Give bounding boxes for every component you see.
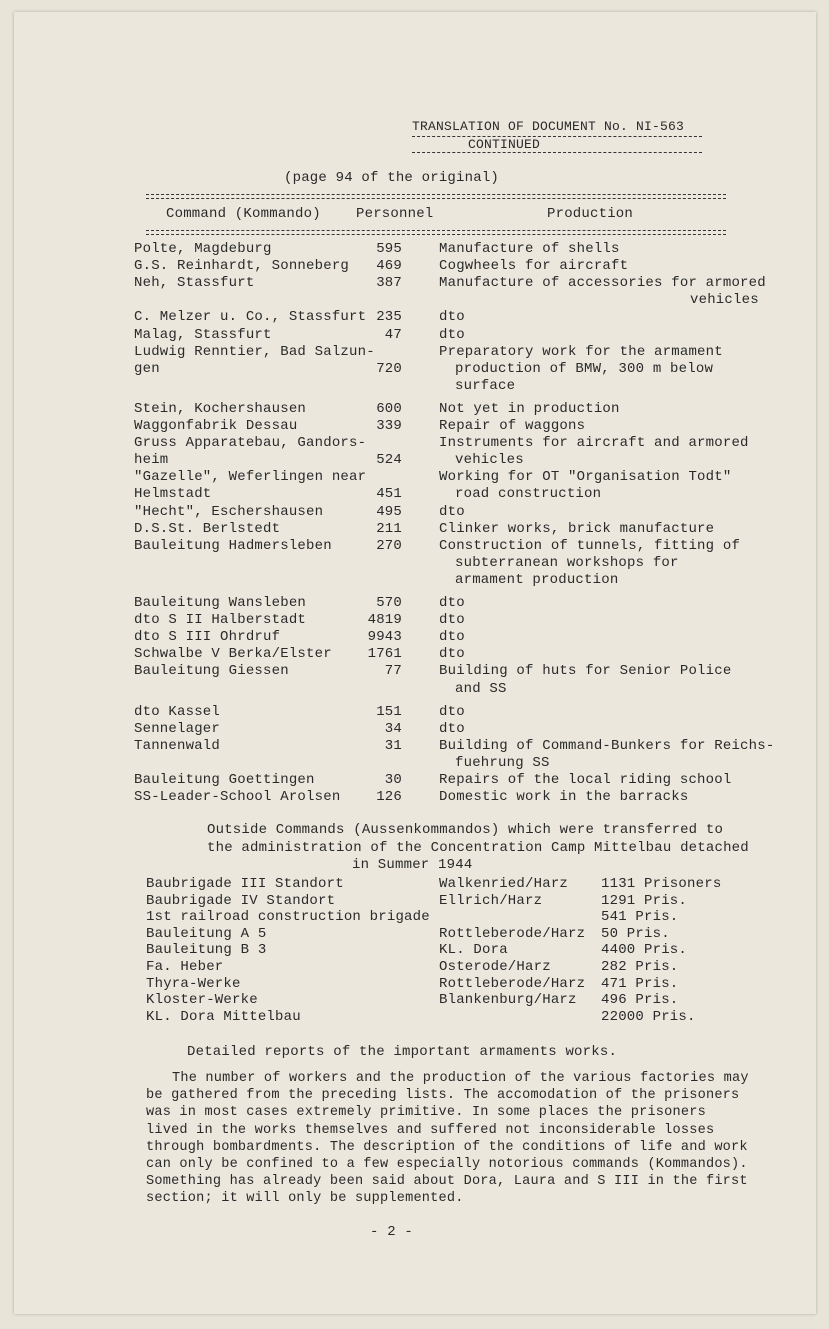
table-rule-header xyxy=(146,230,726,231)
outside-command-prisoners: 1291 Pris. xyxy=(601,892,688,909)
page-reference: (page 94 of the original) xyxy=(284,170,500,186)
outside-command-name: Baubrigade III Standort xyxy=(146,876,344,892)
table-cell-command: dto Kassel xyxy=(134,703,221,720)
table-cell-command: dto S III Ohrdruf xyxy=(134,629,281,646)
column-header-personnel: Personnel xyxy=(356,206,434,222)
table-cell-command: Helmstadt xyxy=(134,486,212,503)
subtitle-underline xyxy=(412,152,702,153)
detail-paragraph-line: can only be confined to a few especially notorious commands (Kommandos). xyxy=(146,1157,748,1172)
table-cell-command: SS-Leader-School Arolsen xyxy=(134,789,341,806)
table-cell-production: Working for OT "Organisation Todt" xyxy=(439,469,732,486)
table-cell-command: Ludwig Renntier, Bad Salzun- xyxy=(134,343,375,360)
outside-command-prisoners: 4400 Pris. xyxy=(601,942,688,959)
table-cell-command: Bauleitung Goettingen xyxy=(134,772,315,788)
outside-command-name: KL. Dora Mittelbau xyxy=(146,1008,301,1025)
table-cell-production: Manufacture of shells xyxy=(439,241,620,257)
outside-commands-heading: Outside Commands (Aussenkommandos) which were transferred to xyxy=(207,822,724,838)
table-cell-command: dto S II Halberstadt xyxy=(134,612,307,629)
table-cell-personnel: 1761 xyxy=(367,646,402,663)
table-cell-production: production of BMW, 300 m below xyxy=(455,360,714,377)
table-cell-production: Domestic work in the barracks xyxy=(439,789,689,806)
table-cell-production: vehicles xyxy=(690,292,759,309)
table-cell-production: dto xyxy=(439,503,465,520)
table-cell-production: dto xyxy=(439,703,465,720)
table-cell-production: Repairs of the local riding school xyxy=(439,772,732,788)
table-cell-production: Preparatory work for the armament xyxy=(439,343,723,360)
table-cell-command: Stein, Kochershausen xyxy=(134,400,307,417)
outside-command-name: Baubrigade IV Standort xyxy=(146,892,336,909)
table-cell-command: Tannenwald xyxy=(134,737,221,754)
table-cell-production: armament production xyxy=(455,571,619,588)
table-cell-production: vehicles xyxy=(455,452,524,469)
table-cell-command: G.S. Reinhardt, Sonneberg xyxy=(134,258,350,275)
outside-command-prisoners: 1131 Prisoners xyxy=(601,876,722,892)
table-cell-command: C. Melzer u. Co., Stassfurt xyxy=(134,309,367,326)
table-cell-production: dto xyxy=(439,646,465,663)
detail-paragraph-line: be gathered from the preceding lists. The accomodation of the prisoners xyxy=(146,1088,740,1104)
table-cell-command: Polte, Magdeburg xyxy=(134,241,272,257)
outside-command-name: Kloster-Werke xyxy=(146,992,258,1009)
table-cell-personnel: 47 xyxy=(384,326,402,343)
table-cell-personnel: 126 xyxy=(376,789,402,806)
table-cell-personnel: 524 xyxy=(376,452,402,469)
table-cell-command: D.S.St. Berlstedt xyxy=(134,520,281,537)
outside-command-prisoners: 541 Pris. xyxy=(601,909,679,926)
table-cell-command: gen xyxy=(134,360,160,377)
table-cell-production: Cogwheels for aircraft xyxy=(439,258,629,275)
outside-command-prisoners: 471 Pris. xyxy=(601,975,679,992)
table-cell-personnel: 595 xyxy=(376,241,402,257)
table-cell-production: Not yet in production xyxy=(439,400,620,417)
table-rule-top-2 xyxy=(146,198,726,199)
outside-command-place: Rottleberode/Harz xyxy=(439,975,586,992)
table-cell-command: Sennelager xyxy=(134,720,221,737)
table-cell-personnel: 151 xyxy=(376,703,402,720)
detail-paragraph-line: through bombardments. The description of the conditions of life and work xyxy=(146,1139,748,1155)
outside-command-name: Bauleitung A 5 xyxy=(146,925,267,942)
page-number: - 2 - xyxy=(370,1224,414,1240)
table-cell-production: road construction xyxy=(455,486,602,503)
outside-command-prisoners: 22000 Pris. xyxy=(601,1008,696,1025)
detail-paragraph-line: Something has already been said about Dora, Laura and S III in the first xyxy=(146,1174,748,1190)
table-cell-production: dto xyxy=(439,309,465,326)
table-cell-command: Bauleitung Wansleben xyxy=(134,595,307,611)
table-cell-production: dto xyxy=(439,629,465,646)
table-cell-personnel: 4819 xyxy=(367,612,402,629)
outside-command-name: Bauleitung B 3 xyxy=(146,942,267,959)
table-rule-header-2 xyxy=(146,234,726,235)
detail-paragraph-line: lived in the works themselves and suffered not inconsiderable losses xyxy=(146,1122,715,1138)
table-cell-production: surface xyxy=(455,377,516,394)
detail-paragraph-line: The number of workers and the production of the various factories may xyxy=(172,1071,749,1086)
outside-command-place: Rottleberode/Harz xyxy=(439,925,586,942)
table-cell-production: Building of huts for Senior Police xyxy=(439,663,732,680)
table-cell-command: Schwalbe V Berka/Elster xyxy=(134,646,332,663)
table-cell-production: Construction of tunnels, fitting of xyxy=(439,537,741,554)
table-cell-personnel: 9943 xyxy=(367,629,402,646)
table-cell-production: fuehrung SS xyxy=(455,754,550,771)
table-cell-production: subterranean workshops for xyxy=(455,554,679,571)
outside-command-place: Osterode/Harz xyxy=(439,959,551,975)
table-cell-command: Neh, Stassfurt xyxy=(134,275,255,292)
outside-command-place: Walkenried/Harz xyxy=(439,876,569,892)
table-cell-command: Gruss Apparatebau, Gandors- xyxy=(134,435,367,452)
table-cell-personnel: 600 xyxy=(376,400,402,417)
table-cell-production: dto xyxy=(439,612,465,629)
table-cell-personnel: 387 xyxy=(376,275,402,292)
title-underline xyxy=(412,136,702,137)
outside-commands-heading: the administration of the Concentration Camp Mittelbau detached xyxy=(207,839,749,856)
table-cell-command: Malag, Stassfurt xyxy=(134,326,272,343)
table-cell-personnel: 720 xyxy=(376,360,402,377)
table-cell-production: dto xyxy=(439,326,465,343)
table-cell-production: Clinker works, brick manufacture xyxy=(439,520,715,537)
table-cell-personnel: 30 xyxy=(384,772,402,788)
detail-paragraph-line: was in most cases extremely primitive. In some places the prisoners xyxy=(146,1105,706,1121)
document-subtitle: CONTINUED xyxy=(468,137,541,152)
table-cell-personnel: 451 xyxy=(376,486,402,503)
table-cell-production: Repair of waggons xyxy=(439,418,586,434)
outside-command-place: Blankenburg/Harz xyxy=(439,992,577,1009)
table-cell-personnel: 469 xyxy=(376,258,402,275)
table-cell-command: Bauleitung Hadmersleben xyxy=(134,537,332,554)
outside-command-place: KL. Dora xyxy=(439,942,508,959)
detail-paragraph-line: section; it will only be supplemented. xyxy=(146,1191,464,1207)
outside-command-name: 1st railroad construction brigade xyxy=(146,909,430,926)
table-cell-command: Bauleitung Giessen xyxy=(134,663,289,680)
table-cell-personnel: 34 xyxy=(384,720,402,737)
table-cell-command: "Gazelle", Weferlingen near xyxy=(134,469,367,486)
table-cell-personnel: 270 xyxy=(376,537,402,554)
document-title: TRANSLATION OF DOCUMENT No. NI-563 xyxy=(412,119,685,134)
document-page xyxy=(14,12,816,1314)
column-header-production: Production xyxy=(547,206,634,222)
table-cell-production: Building of Command-Bunkers for Reichs- xyxy=(439,737,775,754)
table-cell-production: Manufacture of accessories for armored xyxy=(439,275,766,292)
table-cell-production: and SS xyxy=(455,680,507,697)
table-cell-personnel: 31 xyxy=(384,737,402,754)
outside-command-place: Ellrich/Harz xyxy=(439,892,543,909)
table-cell-personnel: 235 xyxy=(376,309,402,326)
outside-command-prisoners: 496 Pris. xyxy=(601,992,679,1009)
table-cell-personnel: 211 xyxy=(376,520,402,537)
table-cell-personnel: 77 xyxy=(384,663,402,680)
table-cell-command: "Hecht", Eschershausen xyxy=(134,503,324,520)
table-cell-production: dto xyxy=(439,595,465,611)
column-header-command: Command (Kommando) xyxy=(166,206,321,222)
table-cell-production: Instruments for aircraft and armored xyxy=(439,435,749,452)
outside-command-name: Thyra-Werke xyxy=(146,975,241,992)
outside-command-prisoners: 50 Pris. xyxy=(601,925,670,942)
table-cell-production: dto xyxy=(439,720,465,737)
outside-command-prisoners: 282 Pris. xyxy=(601,959,679,975)
table-cell-command: Waggonfabrik Dessau xyxy=(134,418,298,434)
table-cell-personnel: 495 xyxy=(376,503,402,520)
outside-commands-heading: in Summer 1944 xyxy=(352,857,473,873)
outside-command-name: Fa. Heber xyxy=(146,959,224,975)
table-cell-command: heim xyxy=(134,452,169,469)
detail-heading: Detailed reports of the important armaments works. xyxy=(187,1044,618,1060)
table-cell-personnel: 570 xyxy=(376,595,402,611)
table-rule-top xyxy=(146,194,726,195)
table-cell-personnel: 339 xyxy=(376,418,402,434)
